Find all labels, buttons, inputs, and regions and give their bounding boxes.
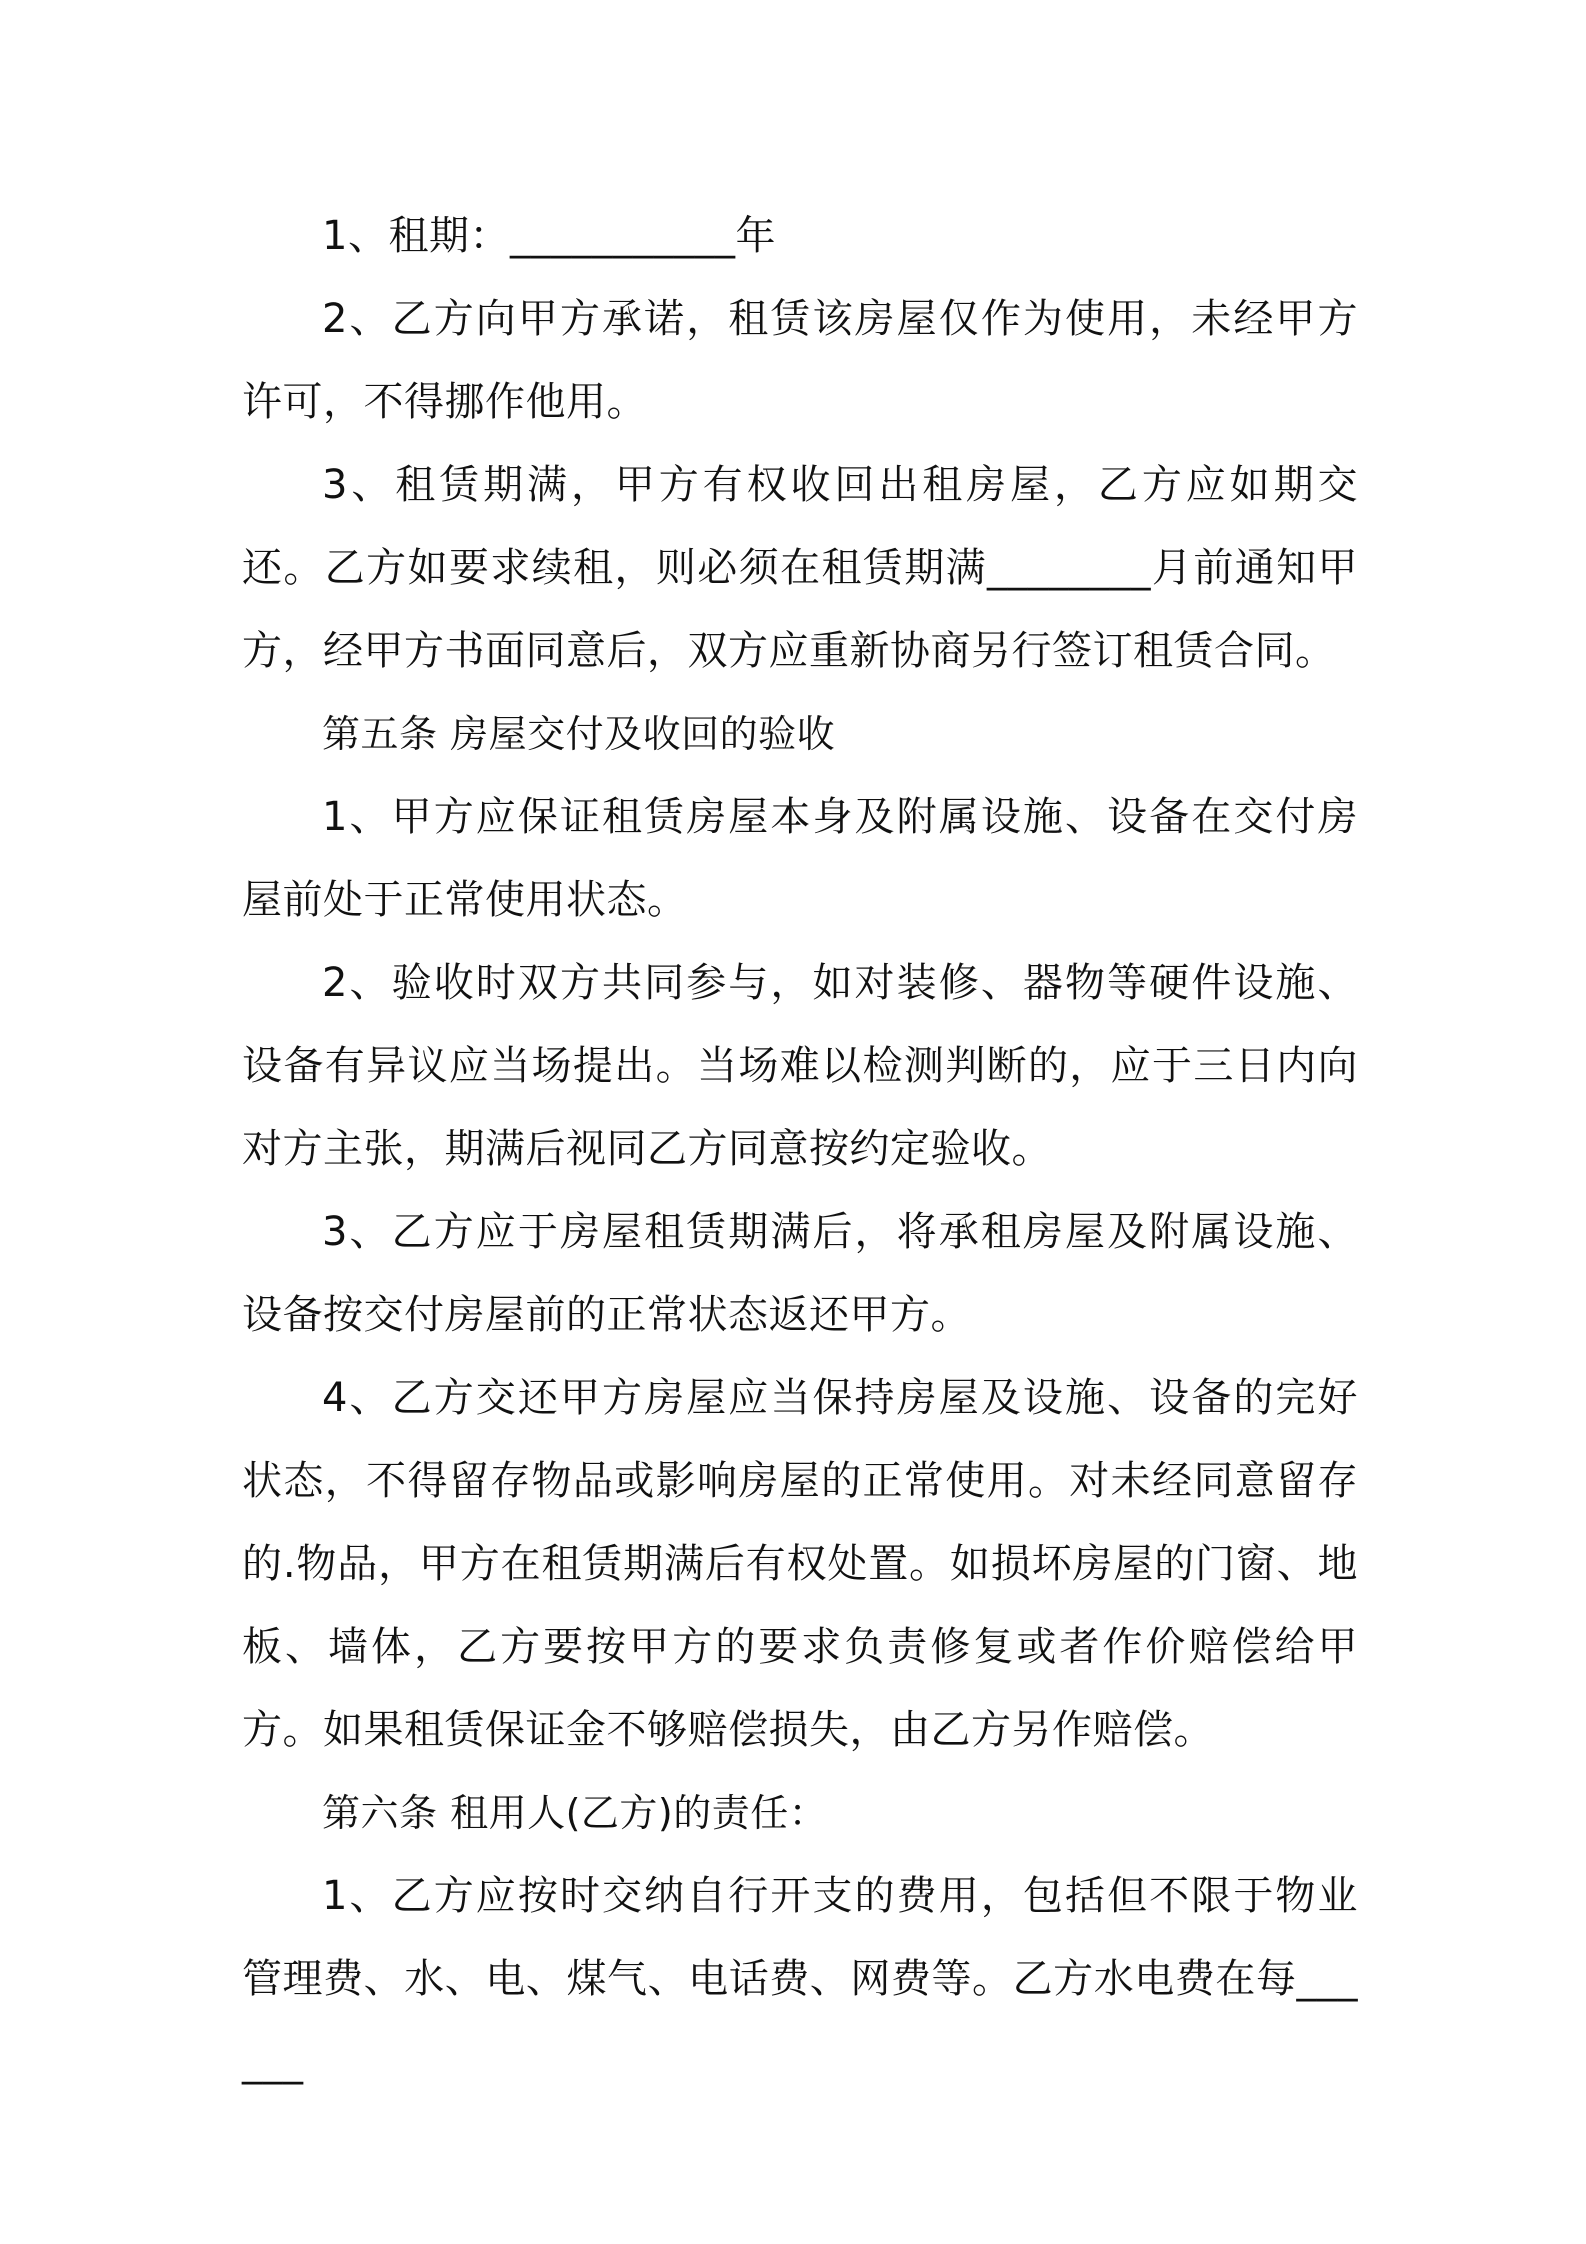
clause-delivery-condition: 1、甲方应保证租赁房屋本身及附属设施、设备在交付房屋前处于正常使用状态。 [242, 794, 1358, 923]
clause-usage-promise: 2、乙方向甲方承诺，租赁该房屋仅作为使用，未经甲方许可，不得挪作他用。 [242, 296, 1358, 425]
clause-lease-expiry: 3、租赁期满，甲方有权收回出租房屋，乙方应如期交还。乙方如要求续租，则必须在租赁期满________月前通知甲方，经甲方书面同意后，双方应重新协商另行签订租赁合同。 [242, 462, 1358, 674]
clause-tenant-fees: 1、乙方应按时交纳自行开支的费用，包括但不限于物业管理费、水、电、煤气、电话费、网费等。乙方水电费在每______ [242, 1873, 1358, 2085]
document-body [242, 195, 1358, 2104]
clause-return-condition: 3、乙方应于房屋租赁期满后，将承租房屋及附属设施、设备按交付房屋前的正常状态返还甲方。 [242, 1209, 1358, 1338]
clause-lease-term: 1、租期：___________年 [322, 213, 776, 259]
clause-inspection: 2、验收时双方共同参与，如对装修、器物等硬件设施、设备有异议应当场提出。当场难以检测判断的，应于三日内向对方主张，期满后视同乙方同意按约定验收。 [242, 960, 1358, 1172]
clause-return-state: 4、乙方交还甲方房屋应当保持房屋及设施、设备的完好状态，不得留存物品或影响房屋的正常使用。对未经同意留存的.物品，甲方在租赁期满后有权处置。如损坏房屋的门窗、地板、墙体，乙方要按甲方的要求负责修复或者作价赔偿给甲方。如果租赁保证金不够赔偿损失，由乙方另作赔偿。 [242, 1375, 1358, 1753]
article-six-heading: 第六条 租用人(乙方)的责任： [322, 1791, 828, 1835]
article-five-heading: 第五条 房屋交付及收回的验收 [322, 712, 836, 756]
